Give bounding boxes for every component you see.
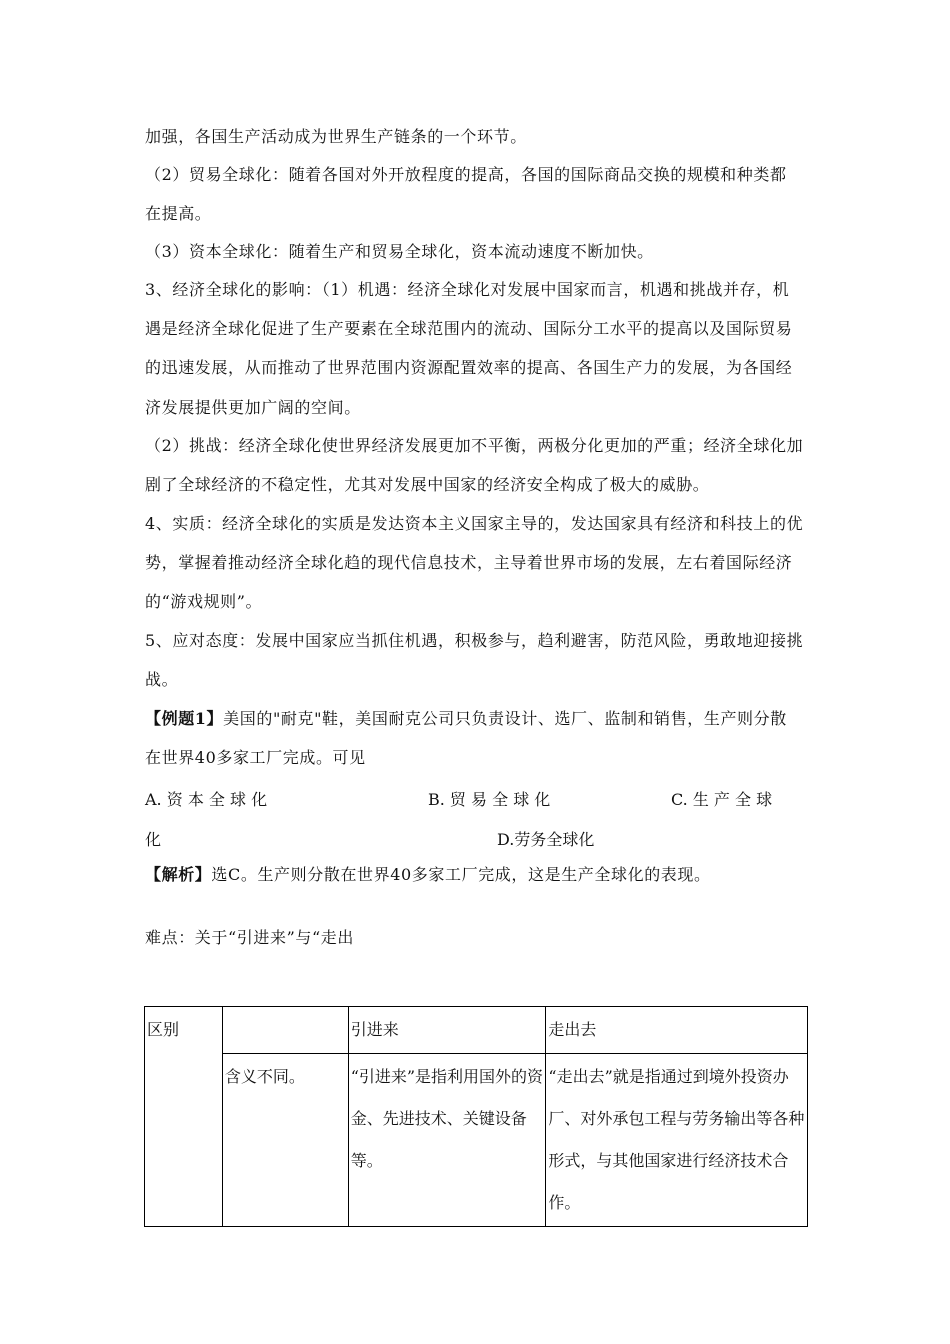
paragraph-line: 3、经济全球化的影响：（1）机遇：经济全球化对发展中国家而言，机遇和挑战并存，机	[145, 280, 790, 299]
option-b: B. 贸 易 全 球 化	[428, 790, 551, 809]
example-tag: 【例题1】	[145, 709, 224, 728]
option-d: D.劳务全球化	[497, 830, 595, 849]
difficulty-heading: 难点：关于“引进来”与“走出	[145, 928, 354, 947]
example-question	[145, 709, 807, 729]
paragraph-line: （3）资本全球化：随着生产和贸易全球化，资本流动速度不断加快。	[145, 242, 654, 261]
table-cell-aspect: 含义不同。	[222, 1054, 348, 1227]
paragraph-line: 势，掌握着推动经济全球化趋的现代信息技术，主导着世界市场的发展，左右着国际经济	[145, 553, 793, 572]
table-cell-in: “引进来”是指利用国外的资金、先进技术、关键设备等。	[348, 1054, 546, 1227]
comparison-table	[144, 1006, 808, 1227]
example-question-cont: 在世界40多家工厂完成。可见	[145, 748, 366, 767]
table-cell-header-out: 走出去	[546, 1007, 808, 1054]
paragraph-line: 4、实质：经济全球化的实质是发达资本主义国家主导的，发达国家具有经济和科技上的优	[145, 514, 804, 533]
table-header-row	[145, 1007, 808, 1054]
paragraph-line: 5、应对态度：发展中国家应当抓住机遇，积极参与，趋利避害，防范风险，勇敢地迎接挑	[145, 631, 804, 650]
option-c-continued: 化	[145, 830, 162, 849]
option-a: A. 资 本 全 球 化	[145, 790, 268, 809]
paragraph-line: 加强，各国生产活动成为世界生产链条的一个环节。	[145, 127, 527, 146]
paragraph-line: 的迅速发展，从而推动了世界范围内资源配置效率的提高、各国生产力的发展，为各国经	[145, 358, 793, 377]
paragraph-line: 在提高。	[145, 204, 212, 223]
table-cell-header-in: 引进来	[348, 1007, 546, 1054]
example-text: 美国的"耐克"鞋，美国耐克公司只负责设计、选厂、监制和销售，生产则分散	[223, 709, 787, 728]
paragraph-line: 济发展提供更加广阔的空间。	[145, 398, 361, 417]
analysis-text: 选C。生产则分散在世界40多家工厂完成，这是生产全球化的表现。	[211, 865, 711, 884]
table-cell-out: “走出去”就是指通过到境外投资办厂、对外承包工程与劳务输出等各种形式，与其他国家进行经济技术合作。	[546, 1054, 808, 1227]
analysis-tag: 【解析】	[145, 865, 212, 884]
option-c: C. 生 产 全 球	[671, 790, 773, 809]
paragraph-line: 战。	[145, 670, 179, 689]
table-cell-header-diff: 区别	[145, 1007, 223, 1227]
paragraph-line: 的“游戏规则”。	[145, 592, 263, 611]
paragraph-line: （2）贸易全球化：随着各国对外开放程度的提高，各国的国际商品交换的规模和种类都	[145, 165, 787, 184]
paragraph-line: 遇是经济全球化促进了生产要素在全球范围内的流动、国际分工水平的提高以及国际贸易	[145, 319, 793, 338]
table-row	[145, 1054, 808, 1227]
paragraph-line: （2）挑战：经济全球化使世界经济发展更加不平衡，两极分化更加的严重；经济全球化加	[145, 436, 804, 455]
table-cell-header-blank	[222, 1007, 348, 1054]
paragraph-line: 剧了全球经济的不稳定性，尤其对发展中国家的经济安全构成了极大的威胁。	[145, 475, 710, 494]
example-analysis	[145, 865, 807, 885]
